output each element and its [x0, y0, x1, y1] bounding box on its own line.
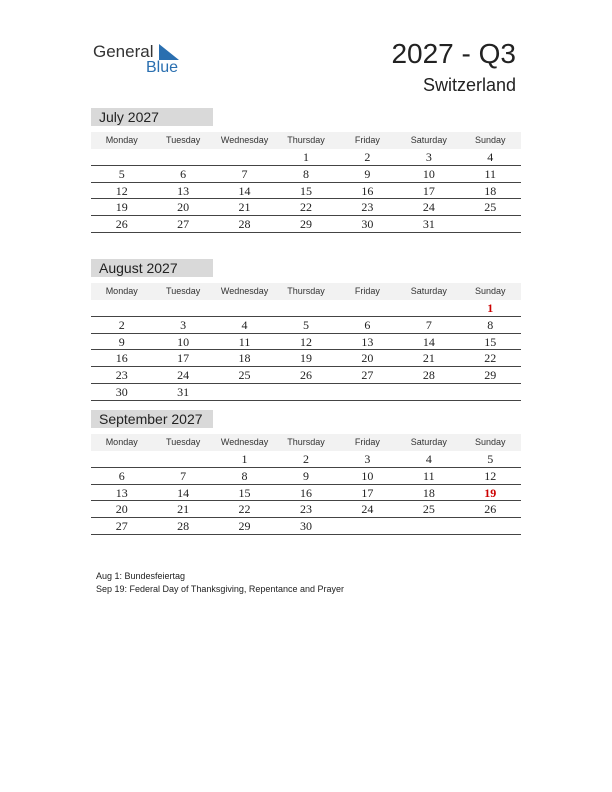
weekday-header: Tuesday: [166, 437, 201, 447]
day-cell: [91, 300, 152, 316]
day-cell: 1: [241, 452, 248, 466]
weekday-header: Sunday: [474, 286, 506, 296]
day-cell: 12: [115, 183, 128, 198]
day-cell: 8: [241, 468, 248, 483]
day-cell: 21: [238, 200, 251, 215]
day-cell: [398, 384, 459, 400]
page-title: 2027 - Q3: [391, 38, 516, 69]
day-cell: [398, 518, 459, 534]
day-cell: 19: [115, 200, 128, 215]
day-cell: [460, 384, 521, 400]
month-august: [91, 259, 521, 401]
day-cell: 30: [299, 519, 312, 534]
day-cell: 22: [484, 351, 497, 366]
day-cell: 21: [177, 502, 190, 517]
week-row: [91, 384, 521, 401]
day-cell: 9: [118, 334, 125, 349]
day-cell: 2: [118, 317, 125, 332]
weekday-header: Friday: [354, 135, 380, 145]
week-row: [91, 183, 521, 200]
day-cell: 14: [177, 485, 190, 500]
day-cell: 8: [487, 317, 494, 332]
day-cell: 29: [299, 217, 312, 232]
day-cell: 17: [361, 485, 374, 500]
country-subtitle: Switzerland: [422, 75, 516, 95]
weekday-header: Saturday: [410, 437, 447, 447]
day-cell: 13: [361, 334, 374, 349]
calendar-grid: [91, 283, 521, 401]
day-cell: 9: [364, 166, 371, 181]
day-cell: 1: [302, 150, 309, 164]
day-cell: 25: [238, 368, 251, 383]
day-cell: 19: [299, 351, 312, 366]
day-cell: 14: [422, 334, 435, 349]
day-cell: 7: [180, 468, 187, 483]
day-cell: 7: [241, 166, 248, 181]
day-cell: [152, 451, 213, 467]
day-cell: 21: [422, 351, 435, 366]
day-cell: 23: [299, 502, 312, 517]
day-cell: 6: [364, 317, 371, 332]
day-cell: [398, 300, 459, 316]
week-row: [91, 518, 521, 535]
day-cell: 11: [484, 166, 497, 181]
day-cell: 10: [177, 334, 190, 349]
holiday-notes: [96, 570, 344, 596]
day-cell: 28: [422, 368, 435, 383]
weekday-header: Wednesday: [220, 437, 269, 447]
weekday-header: Monday: [105, 437, 138, 447]
day-cell: [214, 300, 275, 316]
weekday-header: Tuesday: [166, 286, 201, 296]
weekday-header-row: [91, 434, 521, 451]
day-cell: 28: [238, 217, 251, 232]
day-cell: 4: [487, 150, 494, 164]
day-cell: 24: [361, 502, 374, 517]
day-cell: 6: [180, 166, 187, 181]
weekday-header: Thursday: [287, 437, 325, 447]
week-row: [91, 317, 521, 334]
day-cell: 24: [177, 368, 190, 383]
weekday-header: Wednesday: [220, 135, 269, 145]
week-row: [91, 485, 521, 502]
day-cell: 10: [361, 468, 374, 483]
day-cell: 22: [299, 200, 312, 215]
day-cell: 24: [422, 200, 435, 215]
day-cell: [275, 300, 336, 316]
day-cell: 11: [238, 334, 251, 349]
day-cell: 27: [177, 217, 190, 232]
day-cell: 4: [425, 452, 432, 466]
weekday-header: Wednesday: [220, 286, 269, 296]
logo-word-general: General: [93, 42, 154, 61]
day-cell: 30: [361, 217, 374, 232]
day-cell: [337, 384, 398, 400]
day-cell: 25: [484, 200, 497, 215]
day-cell: 27: [361, 368, 374, 383]
day-cell: [460, 216, 521, 232]
weekday-header: Friday: [354, 437, 380, 447]
day-cell: 23: [115, 368, 128, 383]
generalblue-logo: [93, 40, 193, 80]
day-cell: [214, 149, 275, 165]
day-cell: 18: [422, 485, 435, 500]
month-label: August 2027: [91, 259, 213, 277]
day-cell: 27: [115, 519, 128, 534]
day-cell: 6: [118, 468, 125, 483]
day-cell: 31: [177, 384, 190, 399]
day-cell: 2: [364, 150, 371, 164]
day-cell: 26: [299, 368, 312, 383]
holiday-day-cell: 1: [487, 301, 494, 315]
month-label: July 2027: [91, 108, 213, 126]
day-cell: 5: [487, 452, 494, 466]
weekday-header-row: [91, 132, 521, 149]
month-label: September 2027: [91, 410, 213, 428]
day-cell: 12: [484, 468, 497, 483]
month-july: [91, 108, 521, 233]
holiday-note: Sep 19: Federal Day of Thanksgiving, Repentance and Prayer: [96, 584, 344, 594]
day-cell: 5: [302, 317, 309, 332]
weekday-header: Monday: [105, 135, 138, 145]
day-cell: 30: [115, 384, 128, 399]
day-cell: 5: [118, 166, 125, 181]
day-cell: 26: [484, 502, 497, 517]
day-cell: 3: [425, 150, 432, 164]
holiday-note: Aug 1: Bundesfeiertag: [96, 571, 186, 581]
day-cell: [91, 451, 152, 467]
day-cell: 10: [422, 166, 435, 181]
day-cell: [337, 518, 398, 534]
day-cell: 13: [115, 485, 128, 500]
weekday-header: Sunday: [474, 135, 506, 145]
day-cell: 9: [302, 468, 309, 483]
week-row: [91, 334, 521, 351]
month-september: [91, 410, 521, 535]
day-cell: 8: [302, 166, 309, 181]
day-cell: 18: [238, 351, 251, 366]
day-cell: 15: [238, 485, 251, 500]
week-row: [91, 199, 521, 216]
week-row: [91, 166, 521, 183]
weekday-header: Saturday: [410, 286, 447, 296]
day-cell: 20: [177, 200, 190, 215]
weekday-header: Thursday: [287, 286, 325, 296]
day-cell: 25: [422, 502, 435, 517]
day-cell: 11: [423, 468, 435, 483]
day-cell: 13: [177, 183, 190, 198]
week-row: [91, 300, 521, 317]
day-cell: 26: [115, 217, 128, 232]
day-cell: [152, 149, 213, 165]
week-row: [91, 216, 521, 233]
day-cell: 18: [484, 183, 497, 198]
day-cell: 29: [484, 368, 497, 383]
week-row: [91, 149, 521, 166]
logo-triangle-icon: [159, 44, 179, 60]
day-cell: 31: [422, 217, 435, 232]
holiday-day-cell: 19: [484, 485, 497, 500]
weekday-header: Thursday: [287, 135, 325, 145]
calendar-grid: [91, 434, 521, 535]
day-cell: [275, 384, 336, 400]
week-row: [91, 501, 521, 518]
week-row: [91, 451, 521, 468]
day-cell: 7: [425, 317, 432, 332]
weekday-header-row: [91, 283, 521, 300]
day-cell: 12: [299, 334, 312, 349]
day-cell: 28: [177, 519, 190, 534]
day-cell: 17: [422, 183, 435, 198]
day-cell: 16: [361, 183, 374, 198]
day-cell: 20: [361, 351, 374, 366]
weekday-header: Sunday: [474, 437, 506, 447]
day-cell: [214, 384, 275, 400]
day-cell: 15: [484, 334, 497, 349]
day-cell: 3: [364, 452, 371, 466]
day-cell: 4: [241, 317, 248, 332]
day-cell: 15: [299, 183, 312, 198]
logo-word-blue: Blue: [146, 59, 179, 76]
week-row: [91, 468, 521, 485]
day-cell: 23: [361, 200, 374, 215]
day-cell: 20: [115, 502, 128, 517]
day-cell: 29: [238, 519, 251, 534]
week-row: [91, 367, 521, 384]
day-cell: [460, 518, 521, 534]
day-cell: 2: [302, 452, 309, 466]
weekday-header: Tuesday: [166, 135, 201, 145]
weekday-header: Saturday: [410, 135, 447, 145]
day-cell: [337, 300, 398, 316]
day-cell: 16: [115, 351, 128, 366]
weekday-header: Monday: [105, 286, 138, 296]
week-row: [91, 350, 521, 367]
day-cell: 3: [180, 317, 187, 332]
day-cell: 22: [238, 502, 251, 517]
day-cell: 17: [177, 351, 190, 366]
day-cell: 14: [238, 183, 251, 198]
day-cell: [91, 149, 152, 165]
day-cell: [152, 300, 213, 316]
calendar-grid: [91, 132, 521, 233]
day-cell: 16: [299, 485, 312, 500]
weekday-header: Friday: [354, 286, 380, 296]
